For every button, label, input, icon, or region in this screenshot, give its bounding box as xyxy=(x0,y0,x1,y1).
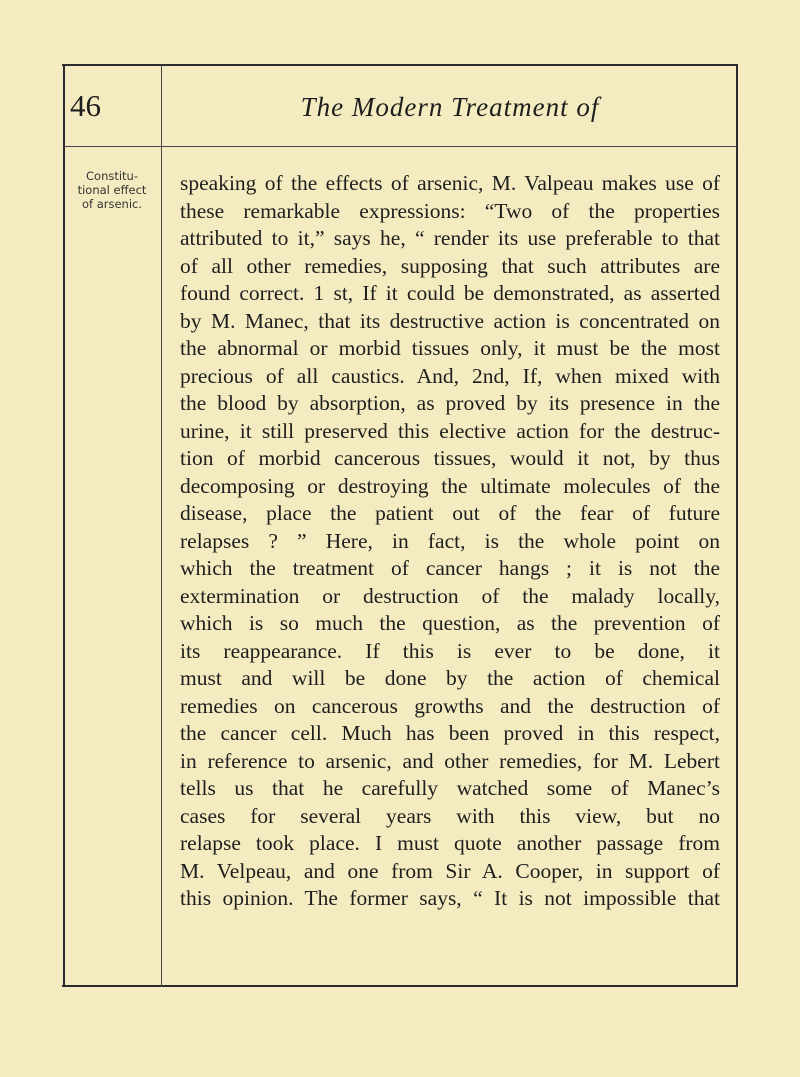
page-border-bottom xyxy=(62,985,738,987)
body-line: M. Velpeau, and one from Sir A. Cooper, in support of xyxy=(180,858,720,883)
body-line: tion of morbid cancerous tissues, would it not, by thus xyxy=(180,446,720,470)
body-line: decomposing or destroying the ultimate molecules of the xyxy=(180,473,720,498)
margin-note-line: of arsenic. xyxy=(81,197,143,211)
body-line: the abnormal or morbid tissues only, it must be the most xyxy=(180,336,720,360)
margin-column-rule xyxy=(161,64,162,987)
body-line: in reference to arsenic, and other remedies, for M. Lebert xyxy=(180,748,720,773)
body-line: the cancer cell. Much has been proved in this respect, xyxy=(180,721,720,745)
running-title: The Modern Treatment of xyxy=(300,92,600,122)
page-number: 46 xyxy=(70,88,101,123)
body-line: must and will be done by the action of chemical xyxy=(180,666,720,690)
body-line: by M. Manec, that its destructive action is concentrated on xyxy=(180,308,720,333)
body-line: this opinion. The former says, “ It is not impossible that xyxy=(180,886,720,910)
body-line: which is so much the question, as the prevention of xyxy=(180,611,720,635)
body-line: precious of all caustics. And, 2nd, If, when mixed with xyxy=(180,363,720,388)
page-border-left xyxy=(63,64,65,987)
body-line: remedies on cancerous growths and the destruction of xyxy=(180,693,720,718)
body-line: its reappearance. If this is ever to be done, it xyxy=(180,638,720,663)
header-rule xyxy=(63,146,737,147)
page-border-right xyxy=(736,64,738,987)
body-line: relapses ? ” Here, in fact, is the whole point on xyxy=(180,528,720,553)
body-line: relapse took place. I must quote another passage from xyxy=(180,831,720,855)
margin-note xyxy=(66,169,158,211)
body-text xyxy=(180,170,720,913)
body-line: attributed to it,” says he, “ render its use preferable to that xyxy=(180,226,720,250)
body-line: which the treatment of cancer hangs ; it is not the xyxy=(180,556,720,580)
margin-note-line: Constitu- xyxy=(86,169,138,183)
body-line: the blood by absorption, as proved by its presence in the xyxy=(180,391,720,415)
body-line: urine, it still preserved this elective action for the destruc- xyxy=(180,418,720,443)
body-line: cases for several years with this view, but no xyxy=(180,803,720,828)
body-line: tells us that he carefully watched some of Manec’s xyxy=(180,776,720,800)
body-line: extermination or destruction of the malady locally, xyxy=(180,583,720,608)
body-line: found correct. 1 st, If it could be demonstrated, as asserted xyxy=(180,281,720,305)
body-line: of all other remedies, supposing that such attributes are xyxy=(180,253,720,278)
body-line: these remarkable expressions: “Two of the properties xyxy=(180,198,720,223)
margin-note-line: tional effect xyxy=(77,183,147,197)
body-line: speaking of the effects of arsenic, M. Valpeau makes use of xyxy=(180,171,720,195)
body-line: disease, place the patient out of the fear of future xyxy=(180,501,720,525)
page-border-top xyxy=(62,64,738,66)
